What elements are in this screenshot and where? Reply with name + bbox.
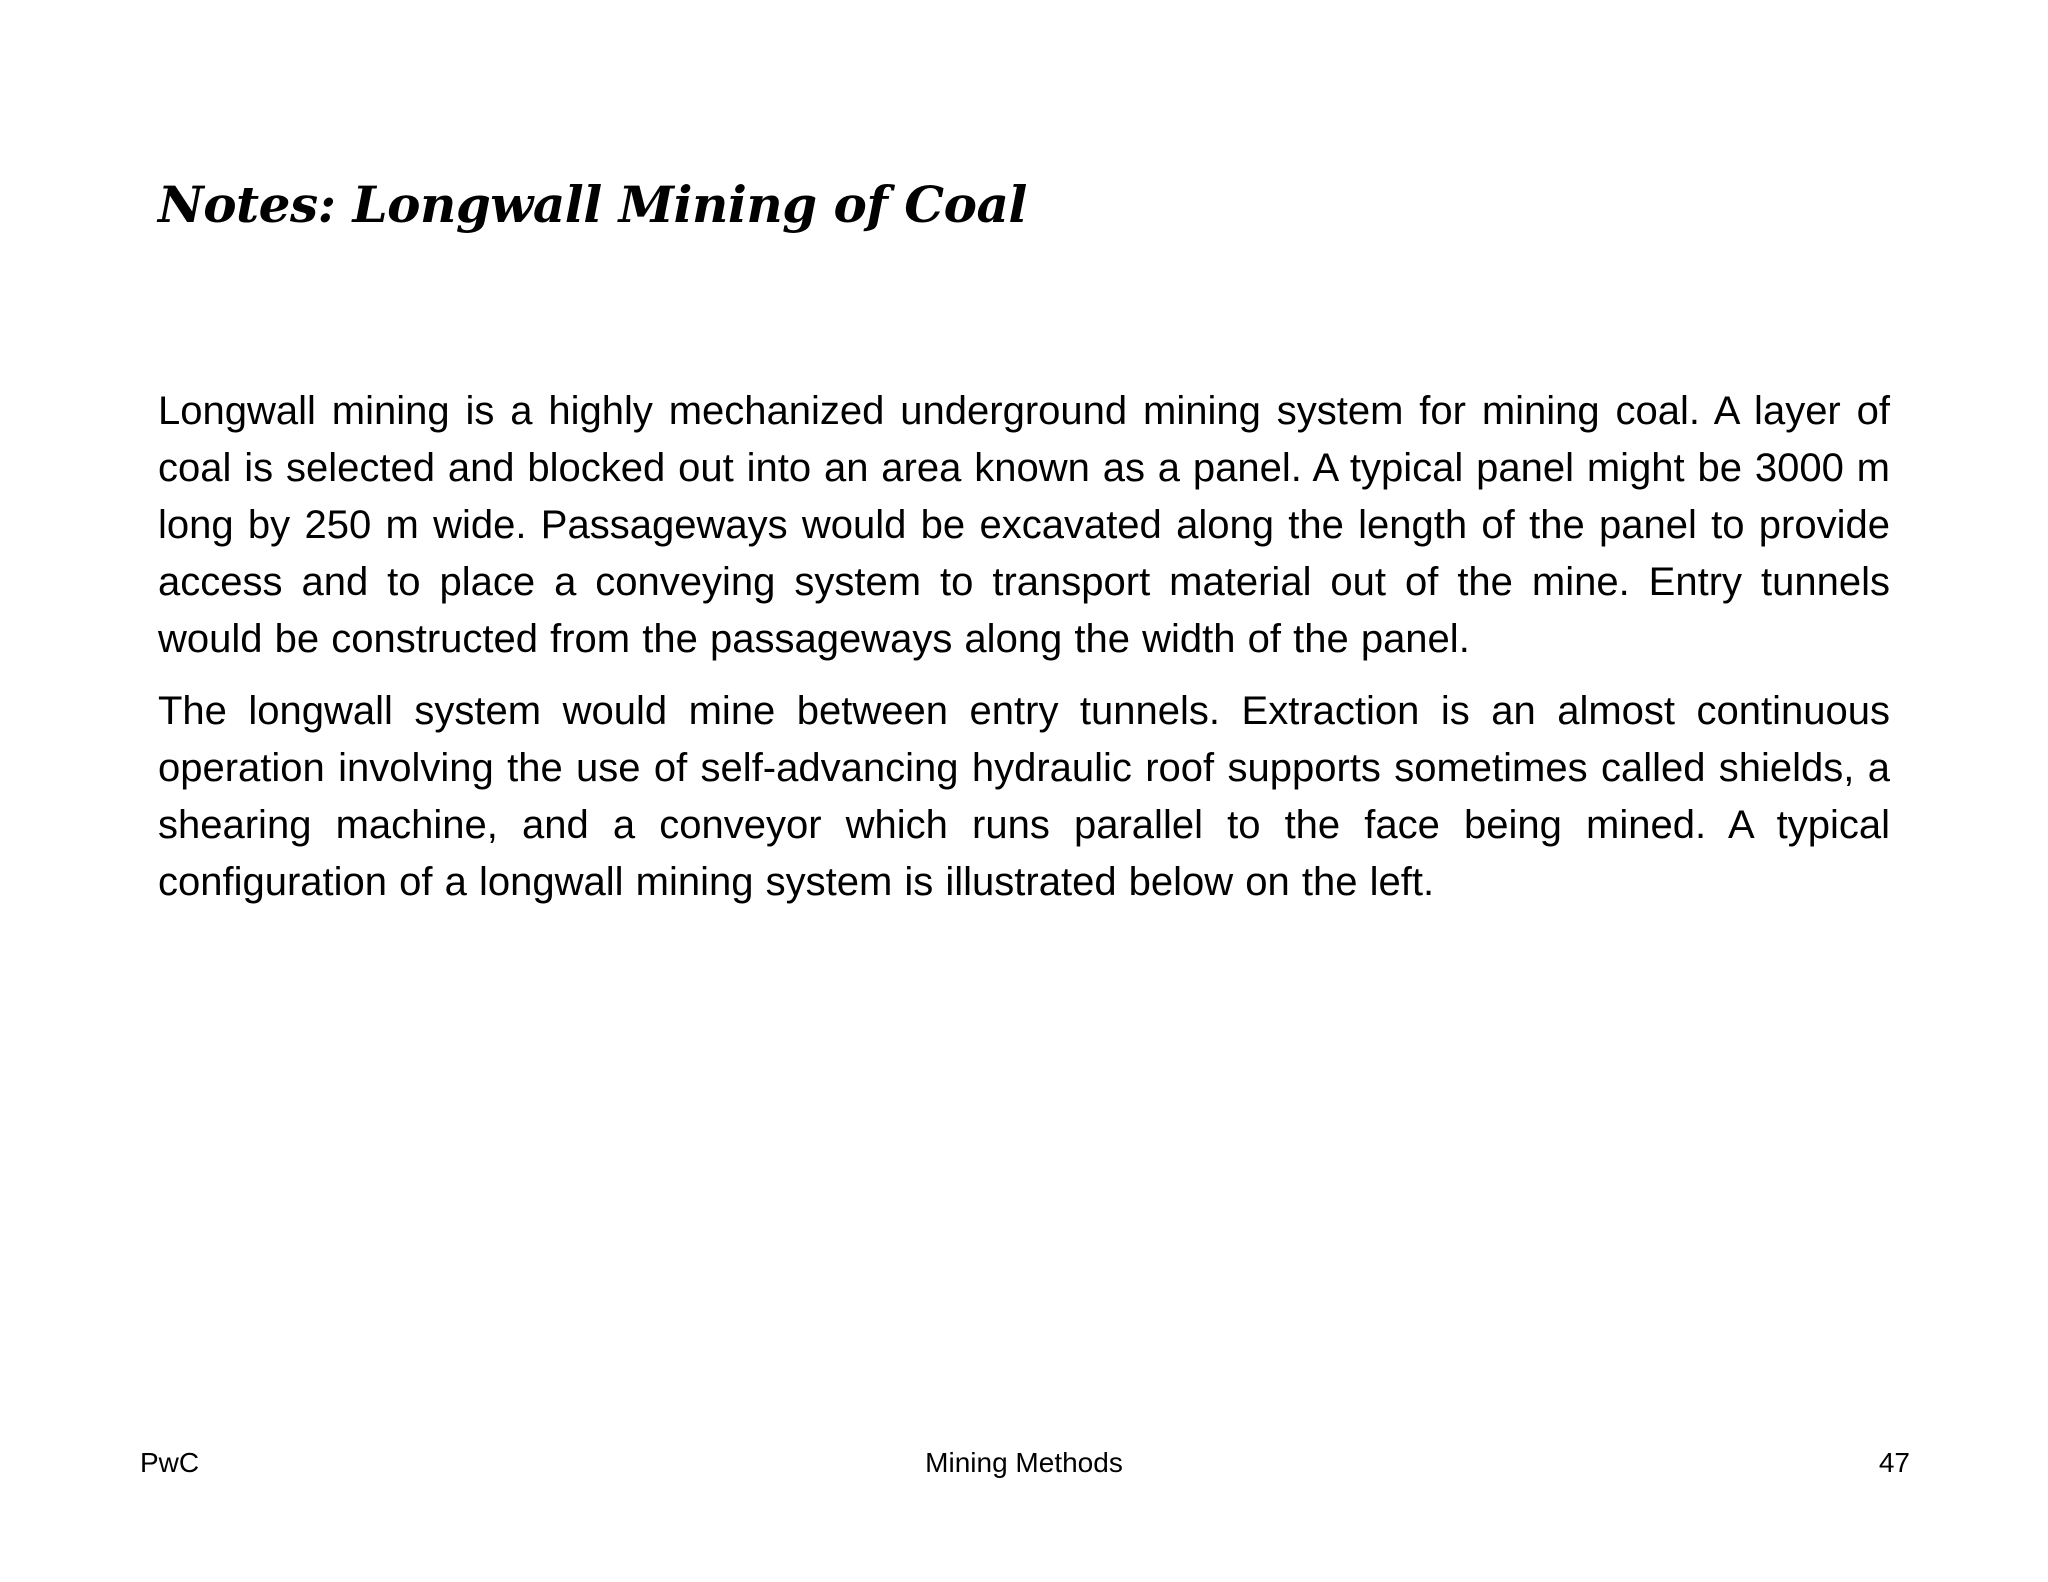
footer-page-number: 47 xyxy=(1878,1447,1910,1478)
footer-deck-title: Mining Methods xyxy=(925,1447,1123,1478)
slide-body xyxy=(158,383,1890,926)
slide-title: Notes: Longwall Mining of Coal xyxy=(158,175,1027,234)
footer-company: PwC xyxy=(140,1447,200,1478)
body-paragraph-1: Longwall mining is a highly mechanized underground mining system for mining coal. A layer of coal is selected and blocked out into an area known as a panel. A typical panel might be 3000 m long by 250 m wide. Passageways would be excavated along the length of the panel to provide access and to place a conveying system to transport material out of the mine. Entry tunnels would be constructed from the passageways along the width of the panel. xyxy=(158,389,1890,661)
body-paragraph-2: The longwall system would mine between entry tunnels. Extraction is an almost continuous operation involving the use of self-advancing hydraulic roof supports sometimes called shields, a shearing machine, and a conveyor which runs parallel to the face being mined. A typical configuration of a longwall mining system is illustrated below on the left. xyxy=(158,689,1890,904)
